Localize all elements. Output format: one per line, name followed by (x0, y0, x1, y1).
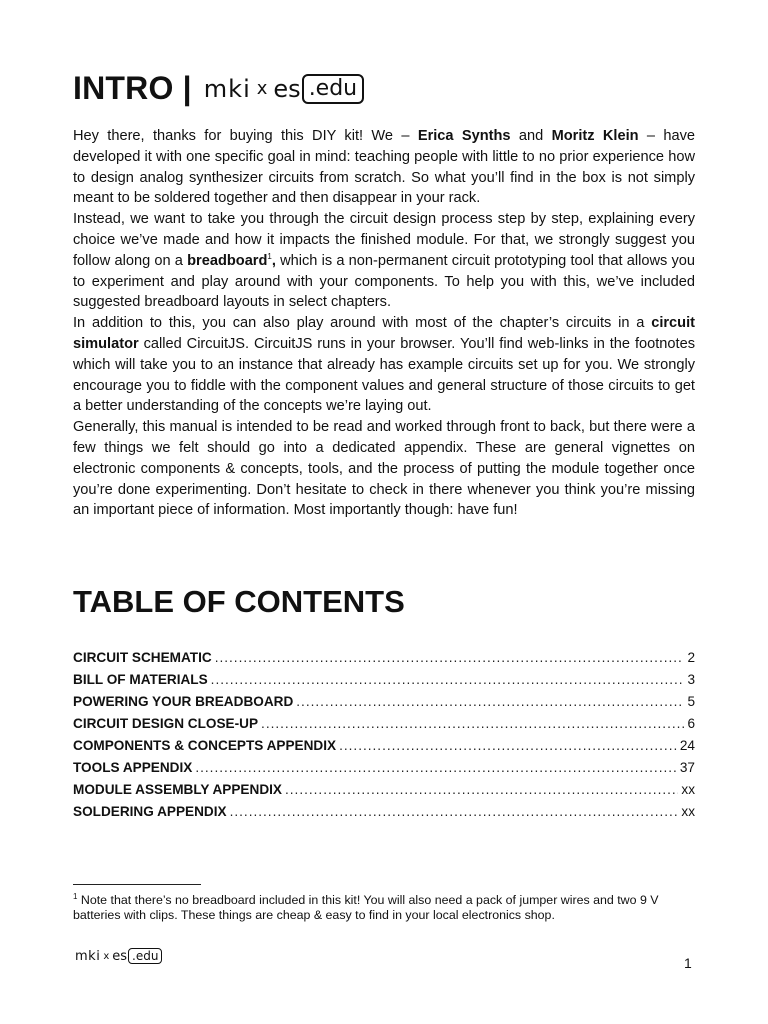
intro-title: INTRO | (73, 70, 192, 106)
footnote (73, 893, 683, 923)
paragraph-text: – have developed it with one specific goal in mind: teaching people with little to no prior experience how to design analog synthesizer circuits from scratch. So what you’ll find in the box is not simply meant to be soldered together and then disappear in your rack. (73, 128, 695, 207)
toc-entry[interactable] (73, 779, 695, 801)
toc-dot-leader (195, 757, 677, 779)
page-number: 1 (684, 955, 692, 971)
toc-entry[interactable] (73, 691, 695, 713)
toc-entry-label: BILL OF MATERIALS (73, 672, 208, 687)
footnote-reference: 1 (267, 251, 272, 261)
logo-x: x (256, 78, 268, 99)
paragraph-text: and (510, 128, 552, 144)
paragraph-text: called CircuitJS. CircuitJS runs in your browser. You’ll find web-links in the footnotes which will take you to an instance that already has example circuits set up for you. We strongly encourage you to fiddle with the component values and general structure of those circuits to get a better understanding of the concepts we’re laying out. (73, 335, 695, 415)
toc-entry-label: COMPONENTS & CONCEPTS APPENDIX (73, 738, 337, 753)
footer-logo-x: x (103, 950, 110, 962)
footnote-marker: 1 (73, 891, 78, 901)
toc-entry-page: xx (681, 782, 695, 797)
toc-entry-page: 24 (679, 738, 695, 753)
toc-entry-label: TOOLS APPENDIX (73, 760, 193, 775)
toc-dot-leader (339, 735, 677, 757)
toc-entry[interactable] (73, 713, 695, 735)
paragraph-text: Instead, we want to take you through the circuit design process step by step, explaining every choice we’ve made and how it impacts the finished module. For that, we strongly suggest you follow along on a (73, 211, 695, 269)
footer-logo (75, 948, 162, 964)
intro-paragraph (73, 313, 695, 417)
footnote-text: Note that there’s no breadboard included in this kit! You will also need a pack of jumper wires and two 9 V batteries with clips. These things are cheap & easy to find in your local electronics shop. (73, 893, 659, 923)
footer-logo-mki: mki (75, 948, 101, 964)
intro-heading (73, 70, 364, 107)
toc-entry-label: POWERING YOUR BREADBOARD (73, 694, 294, 709)
toc-entry-page: 37 (679, 760, 695, 775)
paragraph-text: Generally, this manual is intended to be read and worked through front to back, but there were a few things we felt should go into a dedicated appendix. These are general vignettes on electronic components & concepts, tools, and the process of putting the module together once you’re done experimenting. Don’t hesitate to check in there whenever you think you’re missing an important piece of information. Most importantly though: have fun! (73, 419, 695, 519)
bold-term: , (271, 252, 276, 269)
toc-entry-page: 3 (687, 672, 695, 687)
toc-entry[interactable] (73, 647, 695, 669)
intro-body (73, 126, 695, 521)
toc-dot-leader (211, 669, 685, 691)
paragraph-text: Hey there, thanks for buying this DIY kit! We – (73, 128, 418, 144)
toc-entry-page: 5 (687, 694, 695, 709)
logo-mki: mki (203, 74, 251, 103)
toc-entry-page: 6 (687, 716, 695, 731)
bold-term: Erica Synths (417, 128, 511, 144)
intro-paragraph (73, 417, 695, 521)
toc-dot-leader (285, 779, 678, 801)
toc-dot-leader (296, 691, 684, 713)
toc-entry-label: SOLDERING APPENDIX (73, 804, 227, 819)
bold-term: Moritz Klein (551, 128, 639, 144)
logo-es: es (273, 74, 301, 103)
toc-entry[interactable] (73, 735, 695, 757)
toc-title: TABLE OF CONTENTS (73, 584, 405, 619)
intro-paragraph (73, 126, 695, 209)
toc-entry[interactable] (73, 669, 695, 691)
footer-logo-edu-box: .edu (128, 948, 162, 964)
toc-entry-label: MODULE ASSEMBLY APPENDIX (73, 782, 282, 797)
toc-entry[interactable] (73, 801, 695, 823)
footnote-divider (73, 884, 201, 885)
paragraph-text: In addition to this, you can also play around with most of the chapter’s circuits in a (73, 315, 652, 332)
logo-edu-box: .edu (302, 74, 364, 104)
bold-term: circuit simulator (73, 315, 695, 352)
toc-entry[interactable] (73, 757, 695, 779)
footer-logo-es: es (112, 948, 128, 964)
toc-entry-label: CIRCUIT SCHEMATIC (73, 650, 212, 665)
bold-term: breadboard (187, 252, 268, 269)
toc-dot-leader (230, 801, 679, 823)
mki-es-edu-logo (204, 74, 364, 104)
toc-entry-label: CIRCUIT DESIGN CLOSE-UP (73, 716, 259, 731)
toc-dot-leader (215, 647, 685, 669)
toc-dot-leader (261, 713, 684, 735)
toc-entry-page: 2 (687, 650, 695, 665)
table-of-contents (73, 647, 695, 823)
paragraph-text: which is a non-permanent circuit prototyping tool that allows you to experiment and play around with your components. To help you with this, we’ve included suggested breadboard layouts in select chapters. (73, 252, 695, 311)
toc-entry-page: xx (681, 804, 695, 819)
intro-paragraph (73, 209, 695, 313)
